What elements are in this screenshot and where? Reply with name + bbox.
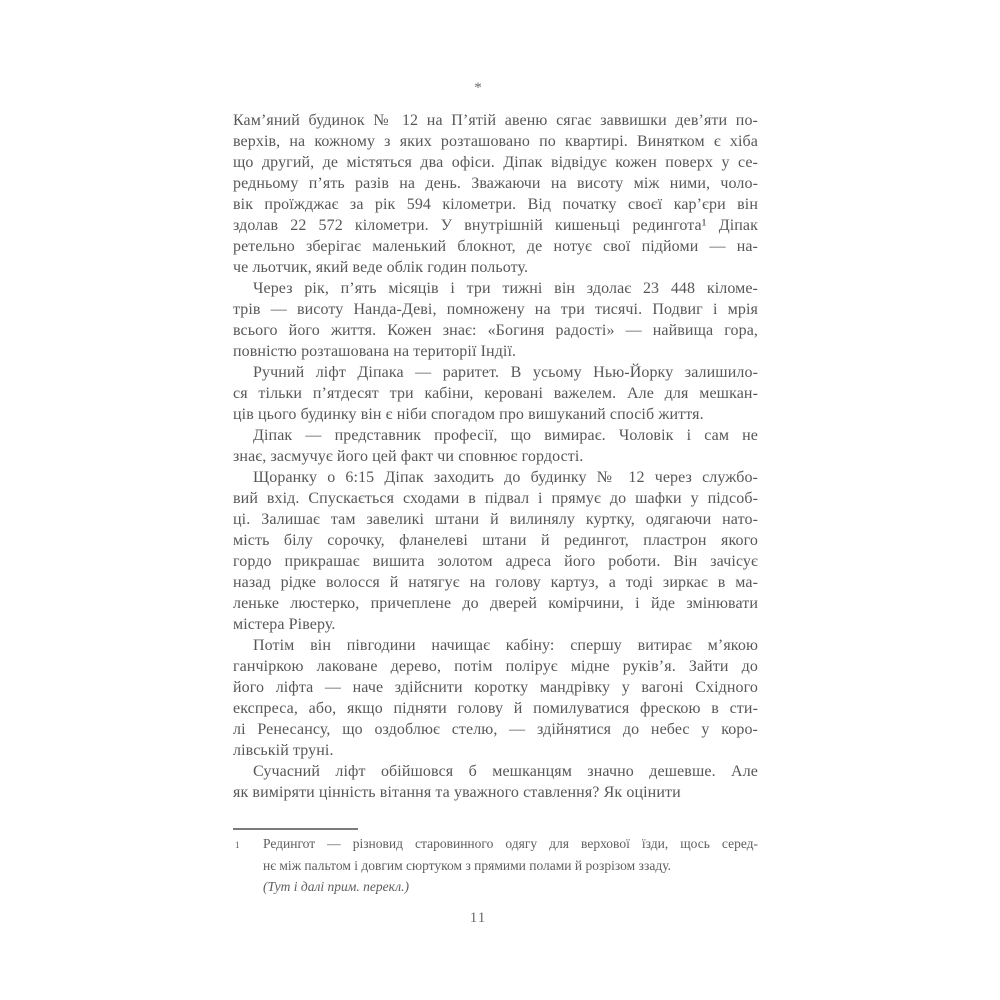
text-line: Діпак — представник професії, що вимирає. Чоловік і сам не <box>253 427 758 444</box>
text-line: лі Ренесансу, що оздоблює стелю, — здійнятися до небес у коро- <box>233 721 758 738</box>
page-number: 11 <box>469 910 487 926</box>
text-line: редньому п’ять разів на день. Зважаючи на висоту між ними, чоло- <box>233 175 758 192</box>
text-line: Щоранку о 6:15 Діпак заходить до будинку № 12 через службо- <box>253 469 758 486</box>
paragraph <box>233 362 758 425</box>
text-line: містера Ріверу. <box>233 616 336 633</box>
footnote-lines <box>233 833 758 876</box>
footnote-translator-note: (Тут і далі прим. перекл.) <box>263 879 409 894</box>
text-line: ся тільки п’ятдесят три кабіни, керовані важелем. Але для мешкан- <box>233 385 758 402</box>
body-text <box>233 110 758 803</box>
text-line: експреса, або, якщо підняти голову й помилуватися фрескою в сти- <box>233 700 758 717</box>
text-line: ці. Залишає там завеликі штани й вилинялу куртку, одягаючи нато- <box>233 511 758 528</box>
paragraph <box>233 425 758 467</box>
text-line: че льотчик, який веде облік годин польоту. <box>233 259 529 276</box>
text-line: всього його життя. Кожен знає: «Богиня радості» — найвища гора, <box>233 322 758 339</box>
paragraph <box>233 761 758 803</box>
text-line: трів — висоту Нанда-Деві, помножену на три тисячі. Подвиг і мрія <box>233 301 758 318</box>
footnote-rule <box>233 828 358 830</box>
section-divider: * <box>474 80 482 96</box>
text-line: вий вхід. Спускається сходами в підвал і прямує до шафки у підсоб- <box>233 490 758 507</box>
text-line: ганчіркою лаковане дерево, потім полірує мідне руків’я. Зайти до <box>233 658 758 675</box>
text-line: Кам’яний будинок № 12 на П’ятій авеню сягає заввишки дев’яти по- <box>233 112 758 129</box>
footnote-line: Редингот — різновид старовинного одягу для верхової їзди, щось серед- <box>263 836 758 851</box>
text-line: повністю розташована на території Індії. <box>233 343 517 360</box>
text-line: лівській труні. <box>233 742 334 759</box>
footnote-line: нє між пальтом і довгим сюртуком з прямими полами й розрізом ззаду. <box>263 857 671 873</box>
text-line: гордо прикрашає вишита золотом адреса його роботи. Він зачісує <box>233 553 758 570</box>
text-line: ретельно зберігає маленький блокнот, де нотує свої підйоми — на- <box>233 238 758 255</box>
footnote <box>233 833 758 898</box>
text-line: Сучасний ліфт обійшовся б мешканцям значно дешевше. Але <box>253 763 758 780</box>
text-line: мість білу сорочку, фланелеві штани й редингот, пластрон якого <box>233 532 758 549</box>
text-line: Ручний ліфт Діпака — раритет. В усьому Нью-Йорку залишило- <box>253 364 758 381</box>
text-line: леньке люстерко, причеплене до дверей комірчини, і йде змінювати <box>233 595 758 612</box>
paragraph <box>233 635 758 761</box>
paragraph <box>233 467 758 635</box>
text-line: ців цього будинку він є ніби спогадом про вишуканий спосіб життя. <box>233 406 704 423</box>
text-line: здолав 22 572 кілометри. У внутрішній кишеньці редингота¹ Діпак <box>233 217 758 234</box>
paragraph <box>233 110 758 278</box>
text-line: знає, засмучує його цей факт чи сповнює гордості. <box>233 448 584 465</box>
footnote-marker: 1 <box>235 840 240 850</box>
text-line: що другий, де містяться два офіси. Діпак відвідує кожен поверх у се- <box>233 154 758 171</box>
text-line: назад рідке волосся й натягує на голову картуз, а тоді зиркає в ма- <box>233 574 758 591</box>
text-line: верхів, на кожному з яких розташовано по квартирі. Винятком є хіба <box>233 133 758 150</box>
text-line: Через рік, п’ять місяців і три тижні він здолає 23 448 кіломе- <box>253 280 758 297</box>
paragraph <box>233 278 758 362</box>
text-line: як виміряти цінність вітання та уважного ставлення? Як оцінити <box>233 784 681 801</box>
text-line: його ліфта — наче здійснити коротку мандрівку у вагоні Східного <box>233 679 758 696</box>
text-line: Потім він півгодини начищає кабіну: спершу витирає м’якою <box>253 637 758 654</box>
text-line: вік проїжджає за рік 594 кілометри. Від початку своєї кар’єри він <box>233 196 758 213</box>
